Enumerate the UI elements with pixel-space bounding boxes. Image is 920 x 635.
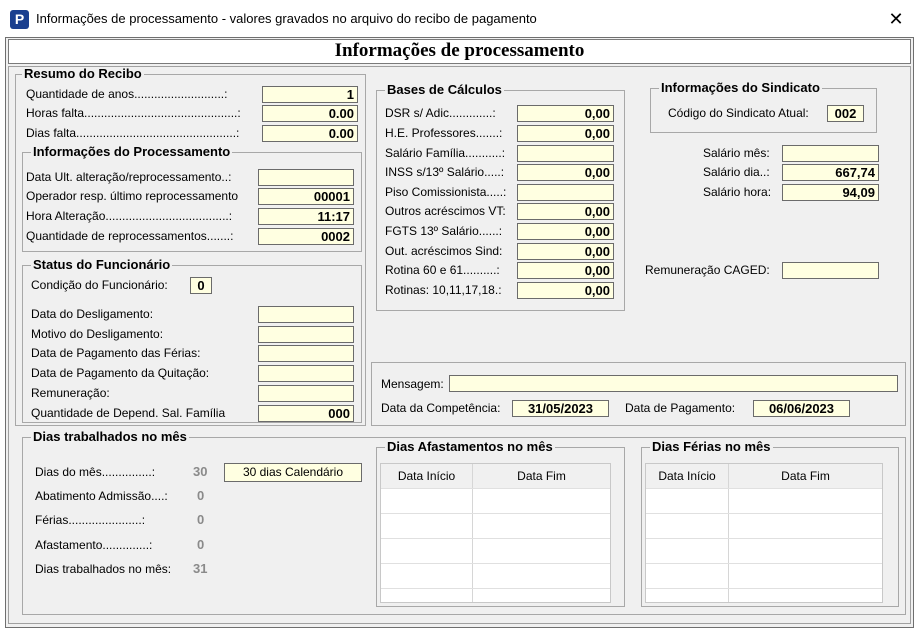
horas-falta-field[interactable]: 0.00 bbox=[262, 105, 358, 122]
afastamentos-row-line bbox=[381, 563, 610, 564]
data-alteracao-field[interactable] bbox=[258, 169, 354, 186]
afastamentos-title: Dias Afastamentos no mês bbox=[387, 439, 553, 454]
close-button[interactable]: ✕ bbox=[888, 9, 904, 29]
ferias-col-fim[interactable]: Data Fim bbox=[729, 464, 882, 488]
status-title: Status do Funcionário bbox=[33, 257, 171, 272]
fgts-13-label: FGTS 13º Salário......: bbox=[385, 224, 503, 238]
salario-dia-field[interactable]: 667,74 bbox=[782, 164, 879, 181]
quantidade-reprocessamentos-field[interactable]: 0002 bbox=[258, 228, 354, 245]
dias-falta-label: Dias falta................................................: bbox=[26, 126, 240, 140]
caged-label: Remuneração CAGED: bbox=[645, 263, 770, 277]
data-pagamento-ferias-label: Data de Pagamento das Férias: bbox=[31, 346, 201, 360]
he-professores-field[interactable]: 0,00 bbox=[517, 125, 614, 142]
data-desligamento-field[interactable] bbox=[258, 306, 354, 323]
mensagem-field[interactable] bbox=[449, 375, 898, 392]
rotina-60-61-label: Rotina 60 e 61..........: bbox=[385, 263, 500, 277]
ferias-value: 0 bbox=[197, 512, 205, 527]
resumo-title: Resumo do Recibo bbox=[24, 66, 142, 81]
afastamento-value: 0 bbox=[197, 537, 205, 552]
data-pagamento-quitacao-label: Data de Pagamento da Quitação: bbox=[31, 366, 210, 380]
operador-label: Operador resp. último reprocessamento bbox=[26, 189, 239, 203]
dias-mes-label: Dias do mês...............: bbox=[35, 465, 156, 479]
salario-hora-field[interactable]: 94,09 bbox=[782, 184, 879, 201]
remuneracao-field[interactable] bbox=[258, 385, 354, 402]
salario-dia-label: Salário dia..: bbox=[703, 165, 770, 179]
afastamentos-row-line bbox=[381, 488, 610, 489]
window-title: Informações de processamento - valores gravados no arquivo do recibo de pagamento bbox=[36, 11, 537, 26]
condicao-label: Condição do Funcionário: bbox=[31, 278, 168, 292]
salario-mes-label: Salário mês: bbox=[703, 146, 770, 160]
afastamentos-row-line bbox=[381, 538, 610, 539]
quantidade-anos-label: Quantidade de anos...........................: bbox=[26, 87, 228, 101]
afastamentos-table[interactable] bbox=[380, 463, 611, 603]
ferias-title: Dias Férias no mês bbox=[652, 439, 771, 454]
rotinas-field[interactable]: 0,00 bbox=[517, 282, 614, 299]
salario-familia-field[interactable] bbox=[517, 145, 614, 162]
data-pagamento-ferias-field[interactable] bbox=[258, 345, 354, 362]
afastamentos-row-line bbox=[381, 588, 610, 589]
dias-falta-field[interactable]: 0.00 bbox=[262, 125, 358, 142]
motivo-desligamento-label: Motivo do Desligamento: bbox=[31, 327, 164, 341]
bases-title: Bases de Cálculos bbox=[387, 82, 502, 97]
afastamentos-col-fim[interactable]: Data Fim bbox=[473, 464, 610, 488]
codigo-sindicato-field[interactable]: 002 bbox=[827, 105, 864, 122]
competencia-field[interactable]: 31/05/2023 bbox=[512, 400, 609, 417]
inss-13-field[interactable]: 0,00 bbox=[517, 164, 614, 181]
dependentes-label: Quantidade de Depend. Sal. Família bbox=[31, 406, 226, 420]
salario-hora-label: Salário hora: bbox=[703, 185, 772, 199]
page-title: Informações de processamento bbox=[8, 39, 911, 64]
salario-familia-label: Salário Família...........: bbox=[385, 146, 506, 160]
remuneracao-label: Remuneração: bbox=[31, 386, 110, 400]
processamento-title: Informações do Processamento bbox=[33, 144, 231, 159]
dependentes-field[interactable]: 000 bbox=[258, 405, 354, 422]
outros-vt-label: Outros acréscimos VT: bbox=[385, 204, 506, 218]
ferias-col-divider bbox=[728, 464, 729, 602]
app-icon: P bbox=[10, 10, 29, 29]
hora-alteracao-field[interactable]: 11:17 bbox=[258, 208, 354, 225]
quantidade-anos-field[interactable]: 1 bbox=[262, 86, 358, 103]
dias-trabalhados-value: 31 bbox=[193, 561, 208, 576]
ferias-label: Férias......................: bbox=[35, 513, 146, 527]
out-sind-field[interactable]: 0,00 bbox=[517, 243, 614, 260]
ferias-table[interactable] bbox=[645, 463, 883, 603]
hora-alteracao-label: Hora Alteração.....................................: bbox=[26, 209, 233, 223]
dias-title: Dias trabalhados no mês bbox=[33, 429, 187, 444]
mensagem-label: Mensagem: bbox=[381, 377, 444, 391]
dias-mes-value: 30 bbox=[193, 464, 208, 479]
operador-field[interactable]: 00001 bbox=[258, 188, 354, 205]
rotina-60-61-field[interactable]: 0,00 bbox=[517, 262, 614, 279]
dsr-field[interactable]: 0,00 bbox=[517, 105, 614, 122]
ferias-col-inicio[interactable]: Data Início bbox=[646, 464, 728, 488]
quantidade-reprocessamentos-label: Quantidade de reprocessamentos.......: bbox=[26, 229, 234, 243]
data-pagamento-quitacao-field[interactable] bbox=[258, 365, 354, 382]
he-professores-label: H.E. Professores.......: bbox=[385, 126, 503, 140]
codigo-sindicato-label: Código do Sindicato Atual: bbox=[668, 106, 809, 120]
dias-trabalhados-label: Dias trabalhados no mês: bbox=[35, 562, 172, 576]
afastamentos-col-divider bbox=[472, 464, 473, 602]
data-alteracao-label: Data Ult. alteração/reprocessamento..: bbox=[26, 170, 232, 184]
abatimento-label: Abatimento Admissão....: bbox=[35, 489, 168, 503]
calendario-field[interactable]: 30 dias Calendário bbox=[224, 463, 362, 482]
ferias-row-line bbox=[646, 513, 882, 514]
ferias-row-line bbox=[646, 488, 882, 489]
dsr-label: DSR s/ Adic.............: bbox=[385, 106, 496, 120]
afastamento-label: Afastamento..............: bbox=[35, 538, 153, 552]
ferias-row-line bbox=[646, 538, 882, 539]
data-pagamento-label: Data de Pagamento: bbox=[625, 401, 736, 415]
afastamentos-col-inicio[interactable]: Data Início bbox=[381, 464, 472, 488]
ferias-row-line bbox=[646, 588, 882, 589]
caged-field[interactable] bbox=[782, 262, 879, 279]
piso-comissionista-label: Piso Comissionista.....: bbox=[385, 185, 507, 199]
salario-mes-field[interactable] bbox=[782, 145, 879, 162]
motivo-desligamento-field[interactable] bbox=[258, 326, 354, 343]
sindicato-title: Informações do Sindicato bbox=[661, 80, 820, 95]
piso-comissionista-field[interactable] bbox=[517, 184, 614, 201]
out-sind-label: Out. acréscimos Sind: bbox=[385, 244, 503, 258]
outros-vt-field[interactable]: 0,00 bbox=[517, 203, 614, 220]
abatimento-value: 0 bbox=[197, 488, 205, 503]
afastamentos-row-line bbox=[381, 513, 610, 514]
horas-falta-label: Horas falta..............................................: bbox=[26, 106, 241, 120]
fgts-13-field[interactable]: 0,00 bbox=[517, 223, 614, 240]
ferias-row-line bbox=[646, 563, 882, 564]
condicao-field[interactable]: 0 bbox=[190, 277, 212, 294]
data-pagamento-field[interactable]: 06/06/2023 bbox=[753, 400, 850, 417]
rotinas-label: Rotinas: 10,11,17,18.: bbox=[385, 283, 502, 297]
data-desligamento-label: Data do Desligamento: bbox=[31, 307, 154, 321]
competencia-label: Data da Competência: bbox=[381, 401, 501, 415]
inss-13-label: INSS s/13º Salário.....: bbox=[385, 165, 505, 179]
